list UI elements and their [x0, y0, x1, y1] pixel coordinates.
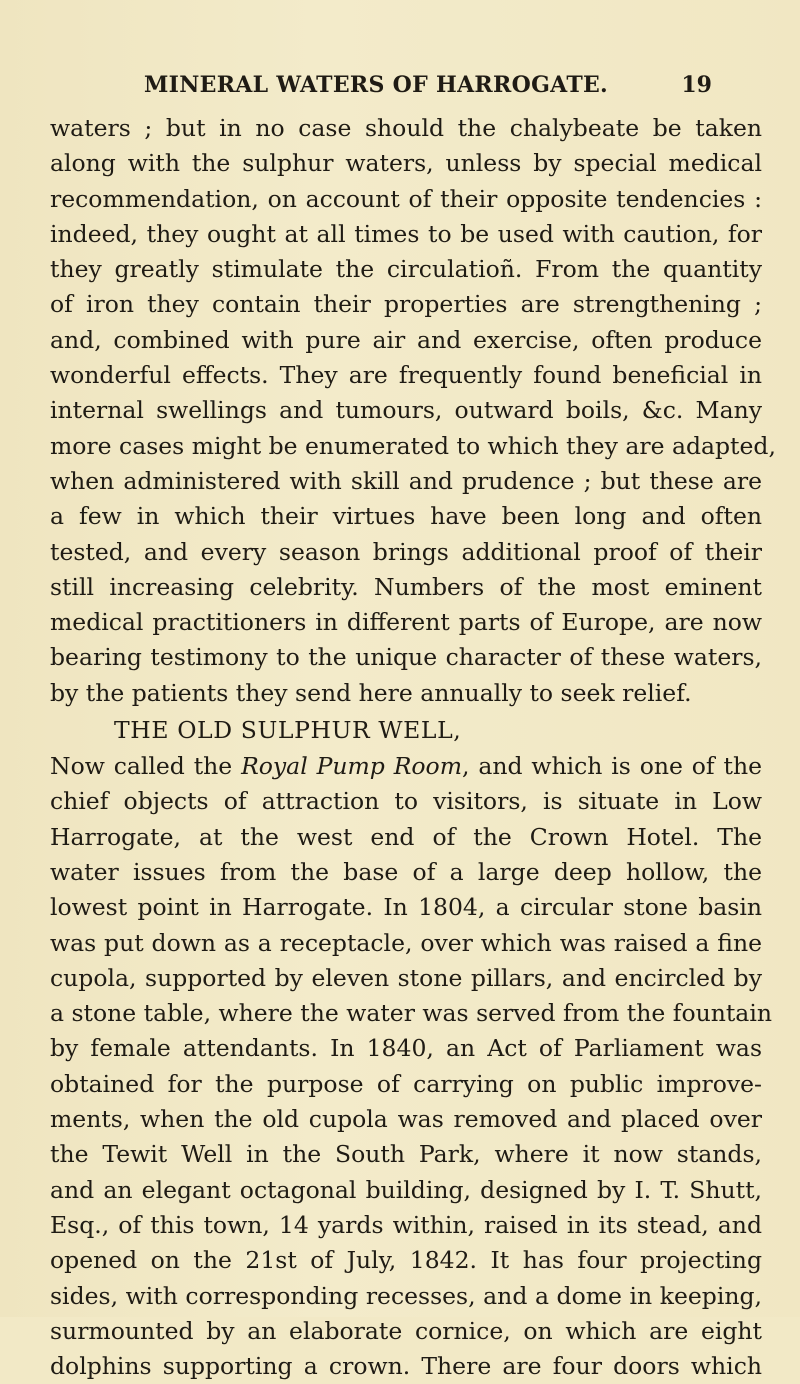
text-line: still increasing celebrity. Numbers of the most eminent	[50, 572, 762, 601]
paragraph-old-sulphur-well	[50, 749, 772, 1384]
text-line: internal swellings and tumours, outward boils, &c. Many	[50, 396, 762, 425]
text-line: a few in which their virtues have been long and often	[50, 502, 762, 531]
text-line: tested, and every season brings additional proof of their	[50, 537, 762, 566]
paragraph-lines	[50, 784, 772, 1384]
running-head	[98, 72, 728, 102]
text-line: the Tewit Well in the South Park, where it now stands,	[50, 1140, 762, 1169]
paragraph-chalybeate	[50, 111, 776, 711]
text-line	[50, 749, 762, 784]
text-line: and an elegant octagonal building, designed by I. T. Shutt,	[50, 1175, 762, 1204]
text-run: Now called the	[50, 752, 242, 781]
section-heading: THE OLD SULPHUR WELL,	[114, 716, 462, 745]
text-line: medical practitioners in different parts of Europe, are now	[50, 608, 762, 637]
text-line: by female attendants. In 1840, an Act of Parliament was	[50, 1034, 762, 1063]
text-line: they greatly stimulate the circulatioñ. From the quantity	[50, 255, 762, 284]
text-line: by the patients they send here annually to seek relief.	[50, 678, 692, 707]
text-line: when administered with skill and prudence ; but these are	[50, 466, 762, 495]
text-line: cupola, supported by eleven stone pillars, and encircled by	[50, 963, 762, 992]
text-line: chief objects of attraction to visitors, is situate in Low	[50, 787, 762, 816]
text-line: was put down as a receptacle, over which was raised a fine	[50, 928, 762, 957]
italic-place-name: Royal Pump Room	[241, 752, 462, 781]
running-title: MINERAL WATERS OF HARROGATE.	[144, 72, 609, 98]
text-line: along with the sulphur waters, unless by special medical	[50, 149, 762, 178]
text-line: recommendation, on account of their opposite tendencies :	[50, 184, 762, 213]
text-line: lowest point in Harrogate. In 1804, a circular stone basin	[50, 893, 762, 922]
text-line: sides, with corresponding recesses, and a dome in keeping,	[50, 1281, 762, 1310]
text-line: more cases might be enumerated to which they are adapted,	[50, 431, 776, 460]
text-line: indeed, they ought at all times to be used with caution, for	[50, 219, 762, 248]
page-number: 19	[681, 72, 712, 98]
body-text	[50, 111, 776, 1384]
text-line: Esq., of this town, 14 yards within, raised in its stead, and	[50, 1210, 762, 1239]
text-line: dolphins supporting a crown. There are four doors which	[50, 1352, 762, 1381]
text-line: obtained for the purpose of carrying on public improve-	[50, 1069, 762, 1098]
text-run: , and which is one of the	[461, 752, 762, 781]
text-line: a stone table, where the water was served from the fountain	[50, 999, 772, 1028]
text-line: ments, when the old cupola was removed and placed over	[50, 1105, 762, 1134]
text-line: opened on the 21st of July, 1842. It has four projecting	[50, 1246, 762, 1275]
text-line: Harrogate, at the west end of the Crown Hotel. The	[50, 822, 762, 851]
text-line: bearing testimony to the unique character of these waters,	[50, 643, 762, 672]
text-line: waters ; but in no case should the chalybeate be taken	[50, 114, 762, 142]
text-line: surmounted by an elaborate cornice, on which are eight	[50, 1316, 762, 1345]
text-line: wonderful effects. They are frequently found beneficial in	[50, 361, 762, 390]
text-line: of iron they contain their properties are strengthening ;	[50, 290, 762, 319]
text-line: and, combined with pure air and exercise, often produce	[50, 325, 762, 354]
text-line: water issues from the base of a large deep hollow, the	[50, 857, 762, 886]
